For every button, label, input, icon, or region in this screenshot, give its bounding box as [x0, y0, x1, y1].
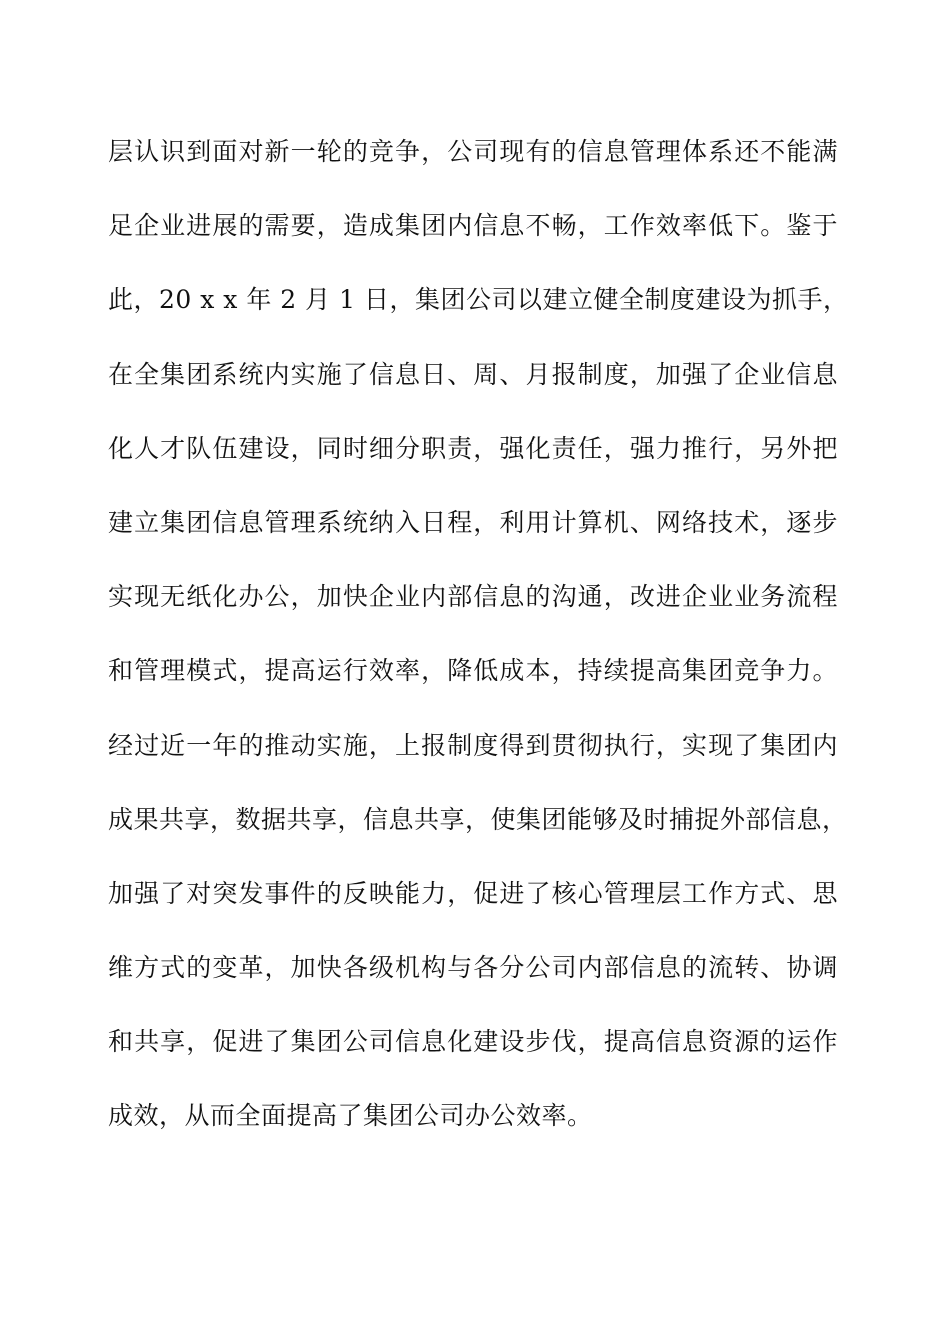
body-text: [108, 130, 849, 1169]
text-line-10: 成果共享，数据共享，信息共享，使集团能够及时捕捉外部信息，: [108, 804, 848, 834]
text-line-5: 化人才队伍建设，同时细分职责，强化责任，强力推行，另外把: [108, 433, 838, 463]
text-line-7: 实现无纸化办公，加快企业内部信息的沟通，改进企业业务流程: [108, 582, 838, 612]
text-line-6: 建立集团信息管理系统纳入日程，利用计算机、网络技术，逐步: [108, 507, 838, 537]
text-line-1: 层认识到面对新一轮的竞争，公司现有的信息管理体系还不能满: [108, 137, 838, 166]
text-line-8: 和管理模式，提高运行效率，降低成本，持续提高集团竞争力。: [108, 656, 838, 686]
text-line-11: 加强了对突发事件的反映能力，促进了核心管理层工作方式、思: [108, 878, 838, 908]
text-line-12: 维方式的变革，加快各级机构与各分公司内部信息的流转、协调: [108, 953, 838, 983]
text-line-3: 此，20 x x 年 2 月 1 日，集团公司以建立健全制度建设为抓手，: [108, 285, 849, 315]
text-line-2: 足企业进展的需要，造成集团内信息不畅，工作效率低下。鉴于: [108, 211, 838, 241]
text-line-9: 经过近一年的推动实施，上报制度得到贯彻执行，实现了集团内: [108, 730, 838, 760]
text-line-13: 和共享，促进了集团公司信息化建设步伐，提高信息资源的运作: [108, 1027, 838, 1057]
text-line-4: 在全集团系统内实施了信息日、周、月报制度，加强了企业信息: [108, 359, 838, 389]
text-line-14: 成效，从而全面提高了集团公司办公效率。: [108, 1101, 593, 1131]
